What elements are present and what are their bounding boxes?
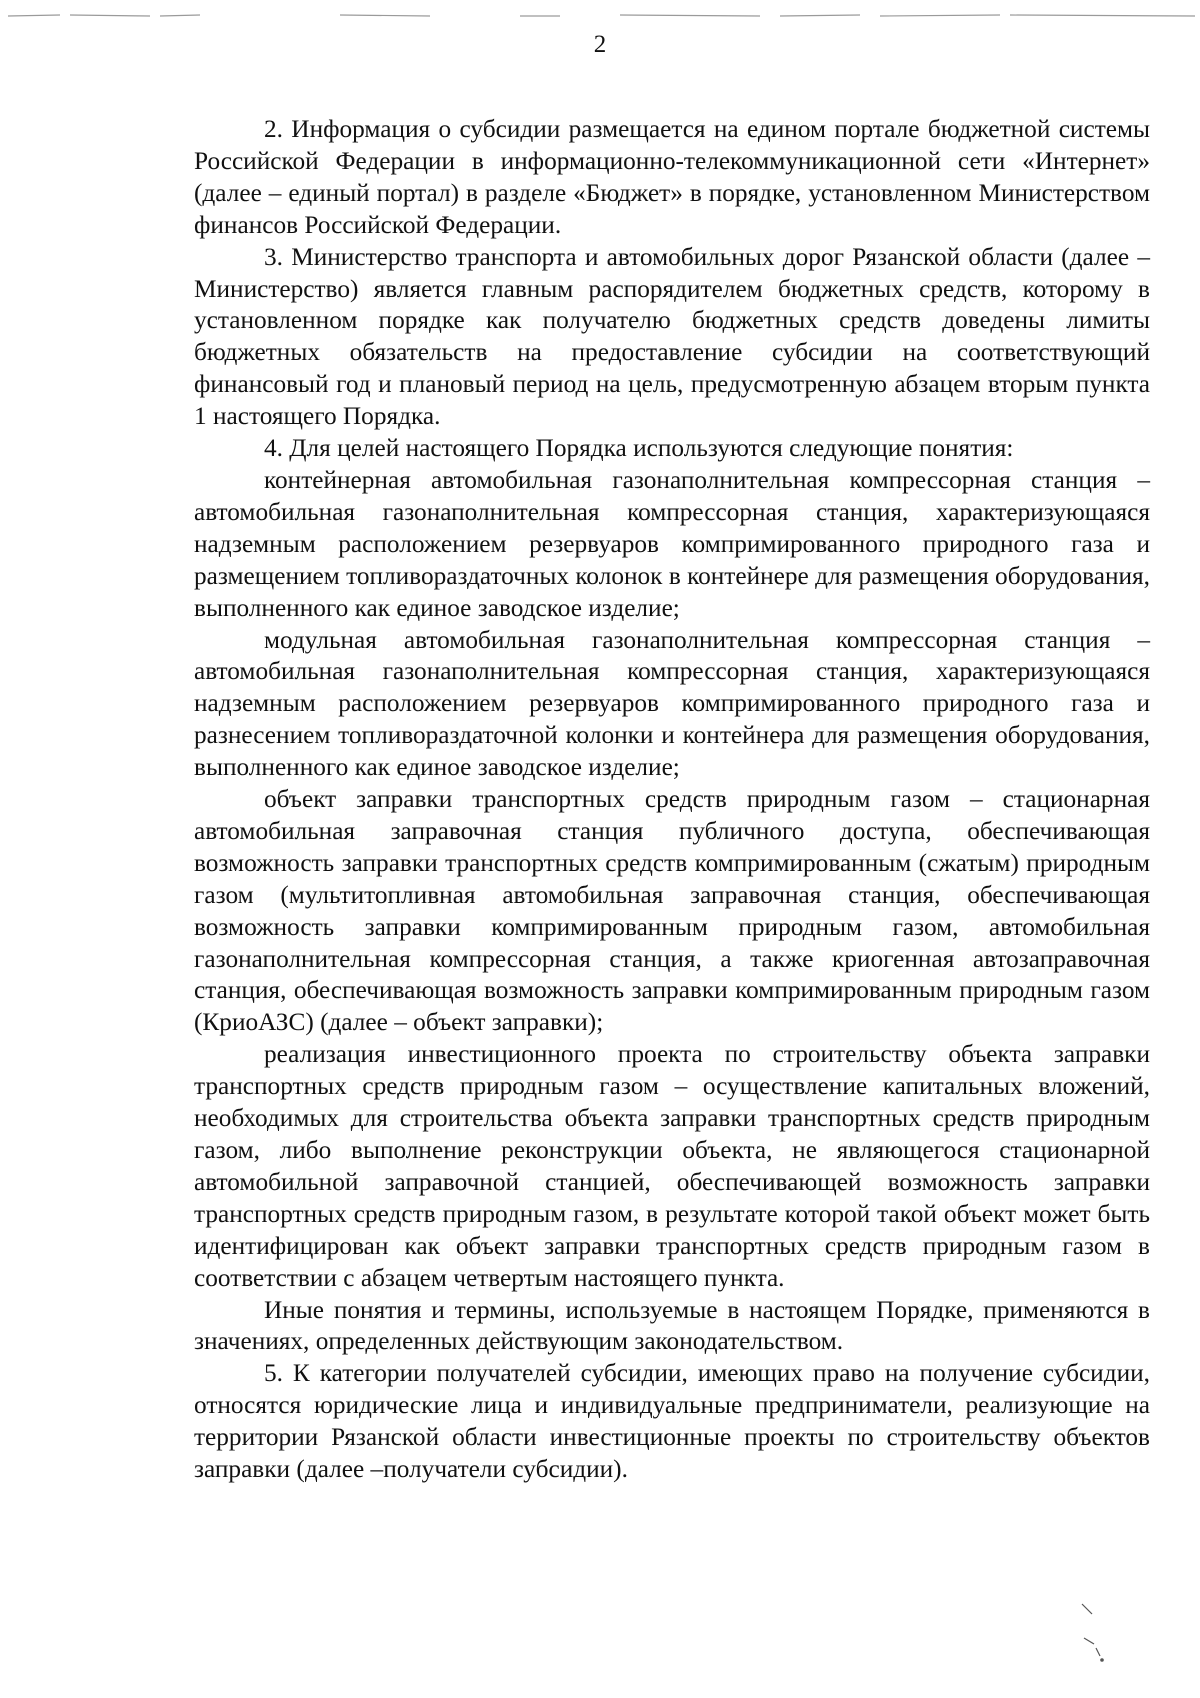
definition-investment-project: реализация инвестиционного проекта по строительству объекта заправки транспортных средств природным газом – осуществление капитальных вложений, необходимых для строительства объекта заправки транспортных средств природным газом, либо выполнение реконструкции объекта, не являющегося стационарной автомобильной заправочной станцией, обеспечивающей возможность заправки транспортных средств природным газом, в результате которой такой объект может быть идентифицирован как объект заправки транспортных средств природным газом в соответствии с абзацем четвертым настоящего пункта. xyxy=(194,1040,1150,1292)
scan-artifact-marks xyxy=(1060,1600,1120,1680)
paragraph-5-recipients: 5. К категории получателей субсидии, имеющих право на получение субсидии, относятся юридические лица и индивидуальные предприниматели, реализующие на территории Рязанской области инвестиционные проекты по строительству объектов заправки (далее –получатели субсидии). xyxy=(194,1359,1150,1484)
definition-container-station: контейнерная автомобильная газонаполнительная компрессорная станция – автомобильная газонаполнительная компрессорная станция, характеризующаяся надземным расположением резервуаров компримированного природного газа и размещением топливораздаточных колонок в контейнере для размещения оборудования, выполненного как единое заводское изделие; xyxy=(194,465,1150,622)
page-number: 2 xyxy=(593,31,607,58)
paragraph-other-terms: Иные понятия и термины, используемые в настоящем Порядке, применяются в значениях, определенных действующим законодательством. xyxy=(194,1295,1150,1356)
paragraph-2-subsidy-info: 2. Информация о субсидии размещается на едином портале бюджетной системы Российской Федерации в информационно-телекоммуникационной сети «Интернет» (далее – единый портал) в разделе «Бюджет» в порядке, установленном Министерством финансов Российской Федерации. xyxy=(194,115,1150,239)
document-body xyxy=(194,114,1150,1486)
paragraph-3-ministry: 3. Министерство транспорта и автомобильных дорог Рязанской области (далее – Министерство) является главным распорядителем бюджетных средств, которому в установленном порядке как получателю бюджетных средств доведены лимиты бюджетных обязательств на предоставление субсидии на соответствующий финансовый год и плановый период на цель, предусмотренную абзацем вторым пункта 1 настоящего Порядка. xyxy=(194,242,1150,431)
definition-refueling-object: объект заправки транспортных средств природным газом – стационарная автомобильная заправочная станция публичного доступа, обеспечивающая возможность заправки транспортных средств компримированным (сжатым) природным газом (мультитопливная автомобильная заправочная станция, обеспечивающая возможность заправки компримированным природным газом, автомобильная газонаполнительная компрессорная станция, а также криогенная автозаправочная станция, обеспечивающая возможность заправки компримированным природным газом (КриоАЗС) (далее – объект заправки); xyxy=(194,785,1150,1037)
paragraph-4-definitions-intro: 4. Для целей настоящего Порядка используются следующие понятия: xyxy=(264,434,1014,463)
definition-modular-station: модульная автомобильная газонаполнительная компрессорная станция – автомобильная газонаполнительная компрессорная станция, характеризующаяся надземным расположением резервуаров компримированного природного газа и разнесением топливораздаточной колонки и контейнера для размещения оборудования, выполненного как единое заводское изделие; xyxy=(194,625,1150,782)
scan-edge-marks xyxy=(0,10,1200,24)
